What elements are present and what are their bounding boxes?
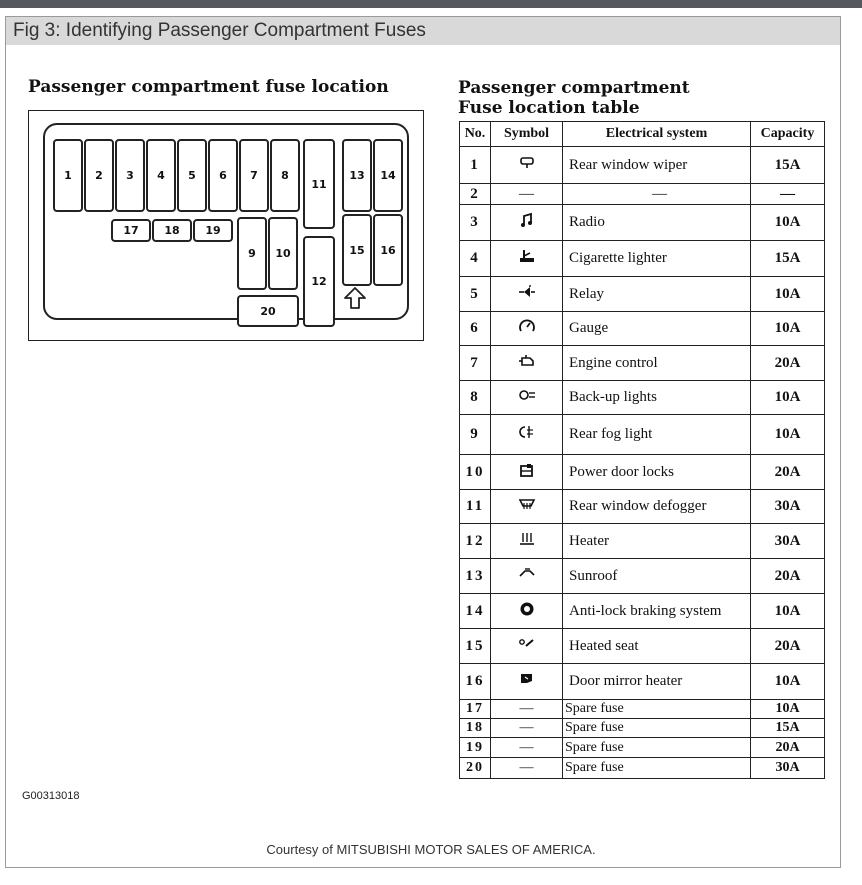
cell-capacity: 20A <box>751 455 825 490</box>
cell-electrical-system: Power door locks <box>563 455 751 490</box>
cell-fuse-number: 6 <box>460 312 491 346</box>
backup-light-icon <box>518 387 536 403</box>
cell-symbol <box>491 184 563 205</box>
music-note-icon <box>518 212 536 228</box>
cell-fuse-number: 19 <box>460 738 491 758</box>
cell-electrical-system: Rear window defogger <box>563 490 751 524</box>
symbol-dash: — <box>519 720 534 735</box>
table-row <box>460 700 825 719</box>
cell-electrical-system: Spare fuse <box>563 700 751 719</box>
fuse-box-diagram <box>28 110 424 341</box>
cell-fuse-number: 15 <box>460 629 491 664</box>
table-row <box>460 346 825 381</box>
cell-fuse-number: 13 <box>460 559 491 594</box>
fuse-10: 10 <box>268 217 298 290</box>
cell-capacity: 15A <box>751 147 825 184</box>
fuse-13: 13 <box>342 139 372 212</box>
cell-fuse-number: 7 <box>460 346 491 381</box>
cell-symbol <box>491 381 563 415</box>
cell-electrical-system: Back-up lights <box>563 381 751 415</box>
cell-electrical-system: Engine control <box>563 346 751 381</box>
cell-capacity: 10A <box>751 381 825 415</box>
cell-symbol <box>491 346 563 381</box>
fuse-11: 11 <box>303 139 335 229</box>
table-row <box>460 594 825 629</box>
fuse-18: 18 <box>152 219 192 242</box>
cell-capacity: 30A <box>751 524 825 559</box>
cell-fuse-number: 2 <box>460 184 491 205</box>
cell-symbol <box>491 719 563 738</box>
cell-capacity: 10A <box>751 700 825 719</box>
engine-icon <box>518 353 536 369</box>
symbol-dash: — <box>519 739 534 755</box>
cell-electrical-system: Cigarette lighter <box>563 241 751 277</box>
defogger-icon <box>518 496 536 512</box>
top-bar <box>0 0 862 8</box>
table-row <box>460 490 825 524</box>
diagram-title: Passenger compartment fuse location <box>28 77 389 97</box>
cell-capacity: 20A <box>751 346 825 381</box>
cell-fuse-number: 11 <box>460 490 491 524</box>
cell-symbol <box>491 312 563 346</box>
fuse-1: 1 <box>53 139 83 212</box>
abs-icon <box>518 601 536 617</box>
figure-title: Fig 3: Identifying Passenger Compartment Fuses <box>13 20 426 41</box>
cell-fuse-number: 5 <box>460 277 491 312</box>
fuse-19: 19 <box>193 219 233 242</box>
cell-fuse-number: 9 <box>460 415 491 455</box>
fuse-17: 17 <box>111 219 151 242</box>
header-capacity: Capacity <box>751 122 825 147</box>
cell-electrical-system: Rear window wiper <box>563 147 751 184</box>
table-title-line2: Fuse location table <box>458 98 640 118</box>
door-lock-icon <box>518 462 536 478</box>
header-symbol: Symbol <box>491 122 563 147</box>
fuse-6: 6 <box>208 139 238 212</box>
table-row <box>460 758 825 779</box>
mirror-heater-icon <box>518 671 536 687</box>
cell-capacity: 30A <box>751 490 825 524</box>
cell-electrical-system: Door mirror heater <box>563 664 751 700</box>
cell-capacity: 10A <box>751 312 825 346</box>
fuse-9: 9 <box>237 217 267 290</box>
cell-symbol <box>491 277 563 312</box>
table-row <box>460 524 825 559</box>
cell-fuse-number: 3 <box>460 205 491 241</box>
fuse-3: 3 <box>115 139 145 212</box>
table-row <box>460 455 825 490</box>
cell-electrical-system: Rear fog light <box>563 415 751 455</box>
cell-fuse-number: 16 <box>460 664 491 700</box>
cell-electrical-system: — <box>563 184 751 205</box>
cell-fuse-number: 17 <box>460 700 491 719</box>
cell-fuse-number: 12 <box>460 524 491 559</box>
rear-wiper-icon <box>518 155 536 171</box>
heated-seat-icon <box>518 636 536 652</box>
cell-symbol <box>491 147 563 184</box>
fuse-12: 12 <box>303 236 335 327</box>
table-row <box>460 719 825 738</box>
figure-code: G00313018 <box>22 790 80 802</box>
sunroof-icon <box>518 566 536 582</box>
figure-caption-bar <box>6 17 840 45</box>
cell-symbol <box>491 700 563 719</box>
rear-fog-icon <box>518 424 536 440</box>
table-row <box>460 312 825 346</box>
cell-electrical-system: Spare fuse <box>563 738 751 758</box>
header-no: No. <box>460 122 491 147</box>
cell-capacity: 10A <box>751 277 825 312</box>
table-row <box>460 241 825 277</box>
table-header-row <box>460 122 825 147</box>
cell-symbol <box>491 738 563 758</box>
table-row <box>460 205 825 241</box>
cell-capacity: 10A <box>751 205 825 241</box>
cell-symbol <box>491 559 563 594</box>
fuse-16: 16 <box>373 214 403 286</box>
cell-electrical-system: Spare fuse <box>563 758 751 779</box>
courtesy-note: Courtesy of MITSUBISHI MOTOR SALES OF AMERICA. <box>266 842 596 857</box>
cell-fuse-number: 1 <box>460 147 491 184</box>
up-arrow-icon <box>343 286 367 310</box>
gauge-icon <box>518 318 536 334</box>
cell-fuse-number: 8 <box>460 381 491 415</box>
cell-electrical-system: Sunroof <box>563 559 751 594</box>
table-row <box>460 559 825 594</box>
cell-symbol <box>491 664 563 700</box>
table-row <box>460 147 825 184</box>
table-row <box>460 629 825 664</box>
symbol-dash: — <box>519 185 534 202</box>
cell-electrical-system: Anti-lock braking system <box>563 594 751 629</box>
cell-capacity: 30A <box>751 758 825 779</box>
cell-capacity: 15A <box>751 241 825 277</box>
cell-symbol <box>491 594 563 629</box>
cell-capacity: 20A <box>751 629 825 664</box>
cell-electrical-system: Heated seat <box>563 629 751 664</box>
fuse-14: 14 <box>373 139 403 212</box>
cell-capacity: 10A <box>751 594 825 629</box>
cell-electrical-system: Spare fuse <box>563 719 751 738</box>
cigarette-lighter-icon <box>518 248 536 264</box>
symbol-dash: — <box>519 701 534 716</box>
cell-symbol <box>491 241 563 277</box>
cell-fuse-number: 18 <box>460 719 491 738</box>
table-row <box>460 664 825 700</box>
cell-electrical-system: Relay <box>563 277 751 312</box>
cell-symbol <box>491 455 563 490</box>
cell-electrical-system: Gauge <box>563 312 751 346</box>
cell-symbol <box>491 205 563 241</box>
fuse-2: 2 <box>84 139 114 212</box>
header-electrical-system: Electrical system <box>563 122 751 147</box>
cell-symbol <box>491 490 563 524</box>
cell-fuse-number: 14 <box>460 594 491 629</box>
cell-capacity: 20A <box>751 559 825 594</box>
cell-fuse-number: 20 <box>460 758 491 779</box>
fuse-15: 15 <box>342 214 372 286</box>
fuse-location-table <box>459 121 825 779</box>
table-row <box>460 738 825 758</box>
cell-capacity: 10A <box>751 415 825 455</box>
table-row <box>460 277 825 312</box>
fuse-4: 4 <box>146 139 176 212</box>
cell-capacity: 15A <box>751 719 825 738</box>
cell-capacity: 20A <box>751 738 825 758</box>
fuse-7: 7 <box>239 139 269 212</box>
cell-capacity: — <box>751 184 825 205</box>
table-row <box>460 381 825 415</box>
cell-symbol <box>491 415 563 455</box>
cell-electrical-system: Radio <box>563 205 751 241</box>
fuse-20: 20 <box>237 295 299 327</box>
cell-symbol <box>491 629 563 664</box>
fuse-8: 8 <box>270 139 300 212</box>
relay-icon <box>518 284 536 300</box>
cell-electrical-system: Heater <box>563 524 751 559</box>
symbol-dash: — <box>519 760 534 775</box>
cell-capacity: 10A <box>751 664 825 700</box>
table-row <box>460 184 825 205</box>
table-title-line1: Passenger compartment <box>458 78 690 98</box>
fuse-5: 5 <box>177 139 207 212</box>
heater-icon <box>518 531 536 547</box>
table-row <box>460 415 825 455</box>
cell-symbol <box>491 524 563 559</box>
cell-symbol <box>491 758 563 779</box>
cell-fuse-number: 10 <box>460 455 491 490</box>
cell-fuse-number: 4 <box>460 241 491 277</box>
